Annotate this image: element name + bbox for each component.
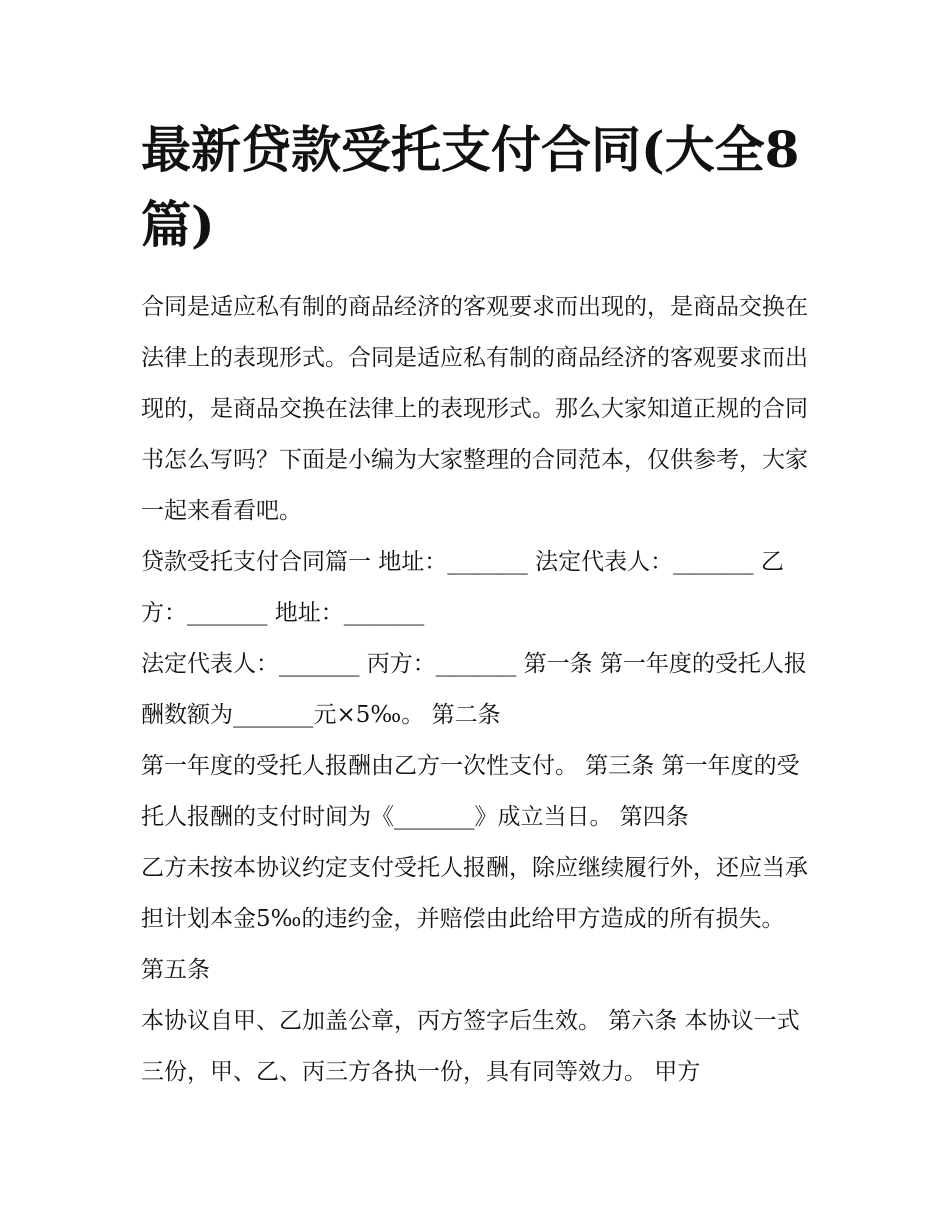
article-two-paragraph: 第一年度的受托人报酬由乙方一次性支付。 第三条 第一年度的受托人报酬的支付时间为《_______》成立当日。 第四条 bbox=[141, 753, 800, 830]
document-page bbox=[141, 112, 813, 1098]
article-five-paragraph: 本协议自甲、乙加盖公章，丙方签字后生效。 第六条 本协议一式三份，甲、乙、丙三方各执一份，具有同等效力。 甲方 bbox=[141, 1008, 800, 1085]
document-title: 最新贷款受托支付合同(大全8篇) bbox=[141, 120, 800, 254]
article-four-paragraph: 乙方未按本协议约定支付受托人报酬，除应继续履行外，还应当承担计划本金5‰的违约金，并赔偿由此给甲方造成的所有损失。 第五条 bbox=[141, 855, 808, 983]
article-one-paragraph: 法定代表人：_______ 丙方：_______ 第一条 第一年度的受托人报酬数额为_______元×5‰。 第二条 bbox=[141, 651, 807, 728]
contract-parties-paragraph: 贷款受托支付合同篇一 地址：_______ 法定代表人：_______ 乙方：_______ 地址：_______ bbox=[141, 549, 784, 626]
intro-paragraph: 合同是适应私有制的商品经济的客观要求而出现的，是商品交换在法律上的表现形式。合同是适应私有制的商品经济的客观要求而出现的，是商品交换在法律上的表现形式。那么大家知道正规的合同书怎么写吗？下面是小编为大家整理的合同范本，仅供参考，大家一起来看看吧。 bbox=[141, 294, 808, 524]
